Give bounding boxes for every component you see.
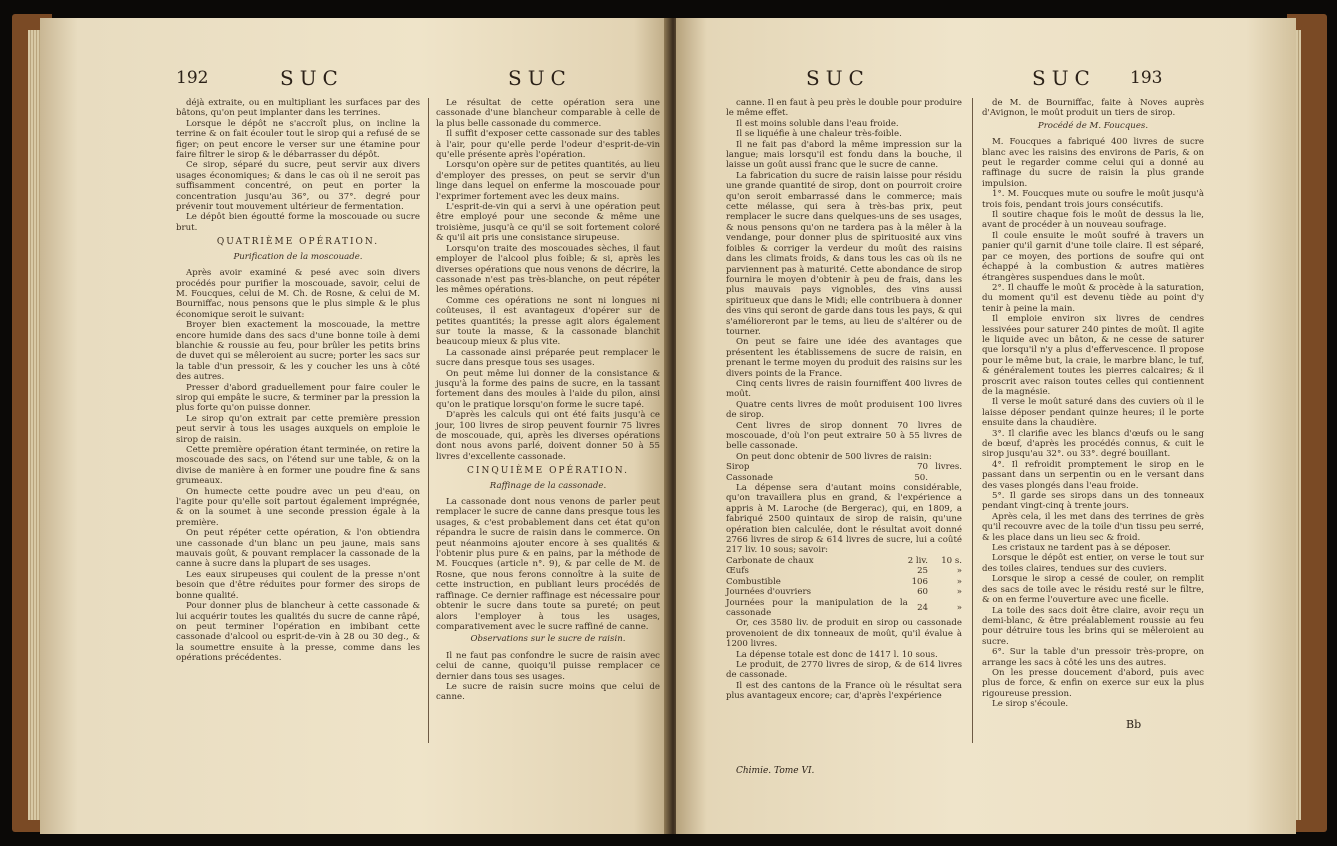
running-head-left-col1: SUC bbox=[280, 66, 344, 90]
paragraph: L'esprit-de-vin qui a servi à une opération peut être employé pour une seconde & même une troisième, jusqu'à ce qu'il se soit fortement coloré & qu'il ait pris une consistance sirupeuse. bbox=[436, 202, 660, 244]
table-cell-value: 106 bbox=[911, 576, 928, 587]
paragraph: On peut répéter cette opération, & l'on obtiendra une cassonade d'un blanc un peu jaune, mais sans mauvais goût, & pouvant remplacer la cassonade de la canne à sucre dans la plupart de ses usages. bbox=[176, 528, 420, 570]
paragraph: Il se liquéfie à une chaleur très-foible. bbox=[736, 129, 902, 140]
paragraph: Cent livres de sirop donnent 70 livres de moscouade, d'où l'on peut extraire 50 à 55 livres de belle cassonade. bbox=[726, 420, 962, 452]
table-cell-value: 70 bbox=[917, 462, 928, 473]
column-rule-right bbox=[972, 98, 973, 743]
paragraph: On les presse doucement d'abord, puis avec plus de force, & enfin on exerce sur eux la plus rigoureuse pression. bbox=[982, 667, 1204, 699]
page-number-left: 192 bbox=[176, 68, 209, 88]
right-page bbox=[676, 18, 1296, 834]
paragraph: Après avoir examiné & pesé avec soin divers procédés pour purifier la moscouade, savoir, celui de M. Foucques, celui de M. Ch. de Rosne, & celui de M. Bourniffac, nous pensons que le plus simple & le plus économique seroit le suivant: bbox=[176, 268, 420, 320]
paragraph: 3°. Il clarifie avec les blancs d'œufs ou le sang de bœuf, d'après les procédés connus, & cuit le sirop jusqu'au 32°. ou 33°. degré bouillant. bbox=[982, 428, 1204, 460]
paragraph: La cassonade dont nous venons de parler peut remplacer le sucre de canne dans presque tous les usages, & c'est probablement dans cet état qu'on répandra le sucre de raisin dans le commerce. On peut néanmoins ajouter encore à ses qualités & l'obtenir plus pure & en pains, par la méthode de M. Foucques (article n°. 9), & par celle de M. de Rosne, que nous ferons connoître à la suite de cette instruction, en publiant leurs procédés de raffinage. Ce dernier raffinage est nécessaire pour obtenir le sucre dans toute sa pureté; on peut alors l'employer à tous les usages, comparativement avec le sucre raffiné de canne. bbox=[436, 497, 660, 632]
paragraph: Broyer bien exactement la moscouade, la mettre encore humide dans des sacs d'une bonne toile à demi blanchie & roussie au feu, pour brûler les petits brins de duvet qui se mêleroient au sucre; porter les sacs sur la table d'un pressoir, & les y coucher les uns à côté des autres. bbox=[176, 320, 420, 383]
paragraph: Le sucre de raisin sucre moins que celui de canne. bbox=[436, 681, 660, 703]
paragraph: Il suffit d'exposer cette cassonade sur des tables à l'air, pour qu'elle perde l'odeur d'esprit-de-vin qu'elle présente après l'opération. bbox=[436, 129, 660, 161]
paragraph: Le sirop qu'on extrait par cette première pression peut servir à tous les usages auxquels on emploie le sirop de raisin. bbox=[176, 413, 420, 445]
paragraph: Le dépôt bien égoutté forme la moscouade ou sucre brut. bbox=[176, 212, 420, 233]
table-cell-label: Combustible bbox=[726, 576, 781, 587]
paragraph: D'après les calculs qui ont été faits jusqu'à ce jour, 100 livres de sirop peuvent fournir 75 livres de moscouade, qui, après les diverses opérations dont nous avons parlé, doivent donner 50 à 55 livres d'excellente cassonade. bbox=[436, 410, 660, 462]
paragraph: La cassonade ainsi préparée peut remplacer le sucre dans presque tous ses usages. bbox=[436, 347, 660, 369]
paragraph: Il ne faut pas confondre le sucre de raisin avec celui de canne, quoiqu'il puisse remplacer ce dernier dans tous ses usages. bbox=[436, 650, 660, 682]
signature-mark: Bb bbox=[1126, 718, 1142, 731]
paragraph: 5°. Il garde ses sirops dans un des tonneaux pendant vingt-cinq à trente jours. bbox=[982, 491, 1204, 512]
paragraph: Après cela, il les met dans des terrines de grès qu'il recouvre avec de la toile d'un tissu peu serré, & les place dans un lieu sec & froid. bbox=[982, 511, 1204, 543]
table-cell-unit bbox=[928, 473, 962, 483]
paragraph: Cinq cents livres de raisin fourniffent 400 livres de moût. bbox=[726, 378, 962, 400]
paragraph: Ce sirop, séparé du sucre, peut servir aux divers usages économiques; & dans le cas où il ne seroit pas suffisamment concentré, on peut en porter la concentration jusqu'au 36°, ou 37°. degré pour prévenir tout mouvement ultérieur de fermentation. bbox=[176, 160, 420, 213]
paragraph: 1°. M. Foucques mute ou soufre le moût jusqu'à trois fois, pendant trois jours consécutifs. bbox=[982, 189, 1204, 210]
paragraph: On peut se faire une idée des avantages que présentent les établissemens de sucre de raisin, en prenant le terme moyen du produit des raisins sur les divers points de la France. bbox=[726, 337, 962, 379]
paragraph: Il soutire chaque fois le moût de dessus la lie, avant de procéder à un nouveau soufrage. bbox=[982, 210, 1204, 231]
section-subtitle: Procédé de M. Foucques. bbox=[1037, 120, 1149, 131]
table-row bbox=[726, 462, 962, 472]
section-title: CINQUIÈME OPÉRATION. bbox=[467, 466, 629, 477]
paragraph: Quatre cents livres de moût produisent 100 livres de sirop. bbox=[726, 399, 962, 421]
table-cell-unit: 10 s. bbox=[941, 555, 962, 566]
table-row bbox=[726, 598, 962, 619]
table-cell-unit: » bbox=[956, 587, 962, 598]
text-column-2 bbox=[436, 98, 660, 703]
column-rule-left bbox=[428, 98, 429, 743]
paragraph: Le résultat de cette opération sera une cassonade d'une blancheur comparable à celle de la plus belle cassonade du commerce. bbox=[436, 98, 660, 129]
paragraph: Comme ces opérations ne sont ni longues ni coûteuses, il est avantageux d'opérer sur de petites quantités; la presse agit alors également sur toute la masse, & la cassonade blanchit beaucoup mieux & plus vite. bbox=[436, 295, 660, 348]
table-cell-label: Carbonate de chaux bbox=[726, 555, 814, 566]
table-cell-value: 24 bbox=[917, 602, 928, 613]
table-cell-value: 50. bbox=[914, 472, 928, 483]
text-column-4 bbox=[982, 98, 1204, 710]
paragraph: On humecte cette poudre avec un peu d'eau, on l'agite pour qu'elle soit partout également imprégnée, & on la soumet à une seconde pression égale à la première. bbox=[176, 486, 420, 528]
paragraph: Lorsque le sirop a cessé de couler, on remplit des sacs de toile avec le résidu resté sur le filtre, & on en ferme l'ouverture avec une ficelle. bbox=[982, 574, 1204, 606]
paragraph: 6°. Sur la table d'un pressoir très-propre, on arrange les sacs à côté les uns des autres. bbox=[982, 647, 1204, 668]
table-row bbox=[726, 556, 962, 566]
footer-volume: Chimie. Tome VI. bbox=[736, 766, 815, 776]
paragraph: Les eaux sirupeuses qui coulent de la presse n'ont besoin que d'être réduites pour former des sirops de bonne qualité. bbox=[176, 569, 420, 601]
cost-table bbox=[726, 556, 962, 618]
paragraph: La dépense sera d'autant moins considérable, qu'on travaillera plus en grand, & l'expérience a appris à M. Laroche (de Bergerac), qui, en 1809, a fabriqué 2500 quintaux de sirop de raisin, qu'une opération bien calculée, dont le résultat avoit donné 2766 livres de sirop & 614 livres de sucre, lui a coûté 217 liv. 10 sous; savoir: bbox=[726, 483, 962, 556]
running-head-right-col1: SUC bbox=[806, 66, 870, 90]
table-cell-value: 25 bbox=[917, 566, 928, 577]
table-cell-label: Œufs bbox=[726, 566, 749, 577]
table-cell-unit: livres. bbox=[935, 462, 962, 473]
paragraph: Le sirop s'écoule. bbox=[992, 699, 1069, 710]
running-head-right-col2: SUC bbox=[1032, 66, 1096, 90]
paragraph: On peut donc obtenir de 500 livres de raisin: bbox=[736, 451, 932, 462]
left-page bbox=[40, 18, 672, 834]
paragraph: La fabrication du sucre de raisin laisse pour résidu une grande quantité de sirop, dont on pourroit croire qu'on seroit embarrassé dans le commerce; mais cette mélasse, qui sera à très-bas prix, peut remplacer le sucre dans quelques-uns de ses usages, & nous pensons qu'on ne tardera pas à la mêler à la vendange, pour donner plus de spirituosité aux vins foibles & corriger la verdeur du moût des raisins dans les climats froids, & dans tous les cas où ils ne parviennent pas à maturité. Cette abondance de sirop fournira le moyen d'obtenir à peu de frais, dans les plus mauvais pays vignobles, des vins aussi spiritueux que dans le Midi; elle contribuera à donner des vins qui seront de garde dans tous les pays, & qui s'amélioreront par le tems, au lieu de s'altérer ou de tourner. bbox=[726, 170, 962, 337]
paragraph: Pour donner plus de blancheur à cette cassonade & lui acquérir toutes les qualités du sucre de canne râpé, on peut terminer l'opération en imbibant cette cassonade d'alcool ou esprit-de-vin à 28 ou 30 deg., & la soumettre ensuite à la presse, comme dans les opérations précédentes. bbox=[176, 601, 420, 664]
paragraph: déjà extraite, ou en multipliant les surfaces par des bâtons, qu'on peut implanter dans les terrines. bbox=[176, 98, 420, 119]
paragraph: La dépense totale est donc de 1417 l. 10 sous. bbox=[736, 649, 938, 660]
paragraph: Il est des cantons de la France où le résultat sera plus avantageux encore; car, d'après l'expérience bbox=[726, 680, 962, 702]
paragraph: Les cristaux ne tardent pas à se déposer. bbox=[992, 543, 1171, 554]
table-cell-label: Sirop bbox=[726, 462, 750, 473]
section-subtitle: Raffinage de la cassonade. bbox=[489, 480, 607, 491]
table-row bbox=[726, 473, 962, 483]
paragraph: 2°. Il chauffe le moût & procède à la saturation, du moment qu'il est devenu tiède au point d'y tenir à peine la main. bbox=[982, 282, 1204, 314]
table-row bbox=[726, 577, 962, 587]
section-title: QUATRIÈME OPÉRATION. bbox=[216, 237, 380, 248]
table-cell-unit: » bbox=[956, 566, 962, 577]
text-column-3 bbox=[726, 98, 962, 702]
paragraph: de M. de Bourniffac, faite à Noves auprès d'Avignon, le moût produit un tiers de sirop. bbox=[982, 98, 1204, 119]
table-cell-value: 2 liv. bbox=[907, 555, 928, 566]
paragraph: La toile des sacs doit être claire, avoir reçu un demi-blanc, & être préalablement roussie au feu pour détruire tous les brins qui se mêleroient au sucre. bbox=[982, 605, 1204, 647]
paragraph: Presser d'abord graduellement pour faire couler le sirop qui empâte le sucre, & terminer par la pression la plus forte qu'on puisse donner. bbox=[176, 382, 420, 414]
paragraph: On peut même lui donner de la consistance & jusqu'à la forme des pains de sucre, en la tassant fortement dans des moules à l'aide du pilon, ainsi qu'on le pratique lorsqu'on forme le sucre tapé. bbox=[436, 368, 660, 410]
paragraph: Il emploie environ six livres de cendres lessivées pour saturer 240 pintes de moût. Il agite le liquide avec un bâton, & ne cesse de saturer que lorsqu'il n'y a plus d'effervescence. Il propose pour le même but, la craie, le marbre blanc, le tuf, & généralement toutes les pierres calcaires; & il proscrit avec raison toutes celles qui contiennent de la magnésie. bbox=[982, 314, 1204, 397]
section-subtitle: Observations sur le sucre de raisin. bbox=[470, 634, 626, 645]
page-number-right: 193 bbox=[1130, 68, 1163, 88]
paragraph: Or, ces 3580 liv. de produit en sirop ou cassonade provenoient de dix tonneaux de moût, qu'il évalue à 1200 livres. bbox=[726, 618, 962, 650]
paragraph: Il coule ensuite le moût soufré à travers un panier qu'il garnit d'une toile claire. Il est séparé, par ce moyen, des portions de soufre qui ont échappé à la combustion & autres matières étrangères suspendues dans le moût. bbox=[982, 230, 1204, 283]
table-row bbox=[726, 566, 962, 576]
paragraph: Il ne fait pas d'abord la même impression sur la langue; mais lorsqu'il est fondu dans la bouche, il laisse un goût aussi franc que le sucre de canne. bbox=[726, 139, 962, 171]
paragraph: Il verse le moût saturé dans des cuviers où il le laisse déposer pendant quinze heures; il le porte ensuite dans la chaudière. bbox=[982, 397, 1204, 429]
table-cell-unit: » bbox=[956, 602, 962, 613]
paragraph: Le produit, de 2770 livres de sirop, & de 614 livres de cassonade. bbox=[726, 659, 962, 681]
cost-table bbox=[726, 462, 962, 483]
table-cell-label: Cassonade bbox=[726, 472, 773, 483]
table-cell-unit: » bbox=[956, 576, 962, 587]
paragraph: Cette première opération étant terminée, on retire la moscouade des sacs, on l'étend sur une table, & on la divise de manière à en former une poudre fine & sans grumeaux. bbox=[176, 445, 420, 487]
table-cell-value: 60 bbox=[917, 587, 928, 598]
paragraph: canne. Il en faut à peu près le double pour produire le même effet. bbox=[726, 98, 963, 119]
running-head-left-col2: SUC bbox=[508, 66, 572, 90]
paragraph: Lorsqu'on opère sur de petites quantités, au lieu d'employer des presses, on peut se servir d'un linge dans lequel on enferme la moscouade pour l'exprimer fortement avec les deux mains. bbox=[436, 160, 660, 202]
paragraph: M. Foucques a fabriqué 400 livres de sucre blanc avec les raisins des environs de Paris, & on peut le regarder comme celui qui a donné au raffinage du sucre de raisin la plus grande impulsion. bbox=[982, 137, 1204, 189]
table-cell-label: Journées pour la manipulation de la cassonade bbox=[726, 597, 908, 618]
paragraph: Lorsqu'on traite des moscouades sèches, il faut employer de l'alcool plus foible; & si, après les diverses opérations que nous venons de décrire, la cassonade n'est pas très-blanche, on peut répéter les mêmes opérations. bbox=[436, 243, 660, 296]
table-row bbox=[726, 587, 962, 597]
table-cell-label: Journées d'ouvriers bbox=[726, 587, 811, 598]
section-subtitle: Purification de la moscouade. bbox=[233, 251, 363, 262]
paragraph: Il est moins soluble dans l'eau froide. bbox=[736, 118, 899, 129]
paragraph: Lorsque le dépôt est entier, on verse le tout sur des toiles claires, tendues sur des cuviers. bbox=[982, 553, 1204, 574]
paragraph: Lorsque le dépôt ne s'accroît plus, on incline la terrine & on fait écouler tout le sirop qui a refusé de se figer; on peut encore le verser sur une étamine pour faire filtrer le sirop & le débarrasser du dépôt. bbox=[176, 118, 420, 161]
text-column-1 bbox=[176, 98, 420, 664]
paragraph: 4°. Il refroidit promptement le sirop en le passant dans un serpentin ou en le versant dans des vases plongés dans l'eau froide. bbox=[982, 459, 1204, 491]
